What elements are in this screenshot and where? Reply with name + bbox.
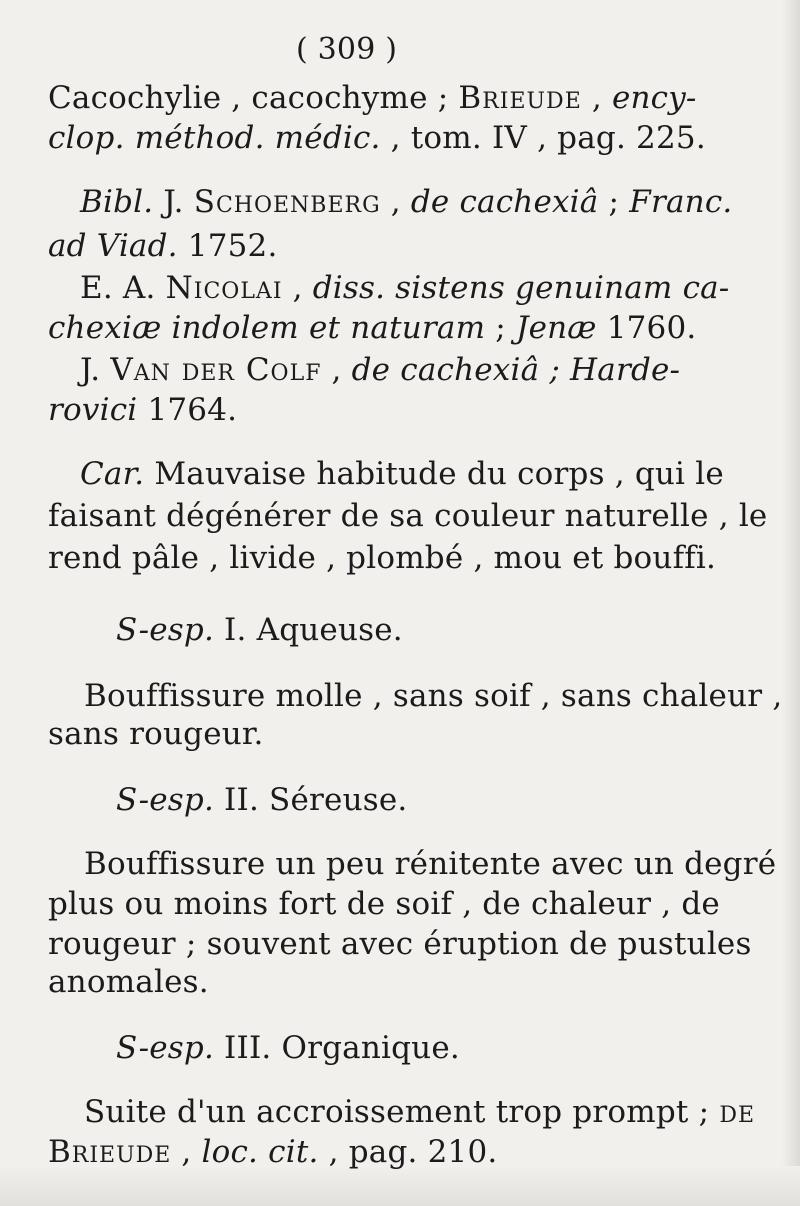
species-desc-2-line-2: plus ou moins fort de soif , de chaleur , de [48,886,720,922]
species-desc-3-line-1: Suite d'un accroissement trop prompt ; de [84,1094,756,1130]
text-line-1: Cacochylie , cacochyme ; Brieude , ency- [48,80,697,116]
species-desc-3-line-2: Brieude , loc. cit. , pag. 210. [48,1134,498,1170]
species-heading-1: S-esp. I. Aqueuse. [116,612,403,648]
page-bottom-shadow [0,1166,800,1206]
character-line-3: rend pâle , livide , plombé , mou et bouffi. [48,540,717,576]
bibliography-line-1: Bibl. J. Schoenberg , de cachexiâ ; Franc. [80,184,733,220]
character-line-1: Car. Mauvaise habitude du corps , qui le [80,456,724,492]
page-number: ( 309 ) [296,32,398,67]
species-desc-1-line-2: sans rougeur. [48,716,264,752]
species-desc-2-line-4: anomales. [48,964,209,1000]
text-line-2: clop. méthod. médic. , tom. IV , pag. 225. [48,120,706,156]
bibliography-line-3: E. A. Nicolai , diss. sistens genuinam ca- [80,270,730,306]
species-heading-3: S-esp. III. Organique. [116,1030,460,1066]
species-desc-2-line-3: rougeur ; souvent avec éruption de pustules [48,926,752,962]
species-desc-2-line-1: Bouffissure un peu rénitente avec un degré [84,846,777,882]
character-line-2: faisant dégénérer de sa couleur naturelle , le [48,498,768,534]
bibliography-line-4: chexiæ indolem et naturam ; Jenæ 1760. [48,310,697,346]
bibliography-line-5: J. Van der Colf , de cachexiâ ; Harde- [80,352,681,388]
species-desc-1-line-1: Bouffissure molle , sans soif , sans chaleur , [84,678,783,714]
bibliography-line-2: ad Viad. 1752. [48,228,278,264]
page-edge-shadow [782,0,800,1206]
bibliography-line-6: rovici 1764. [48,392,238,428]
species-heading-2: S-esp. II. Séreuse. [116,782,408,818]
